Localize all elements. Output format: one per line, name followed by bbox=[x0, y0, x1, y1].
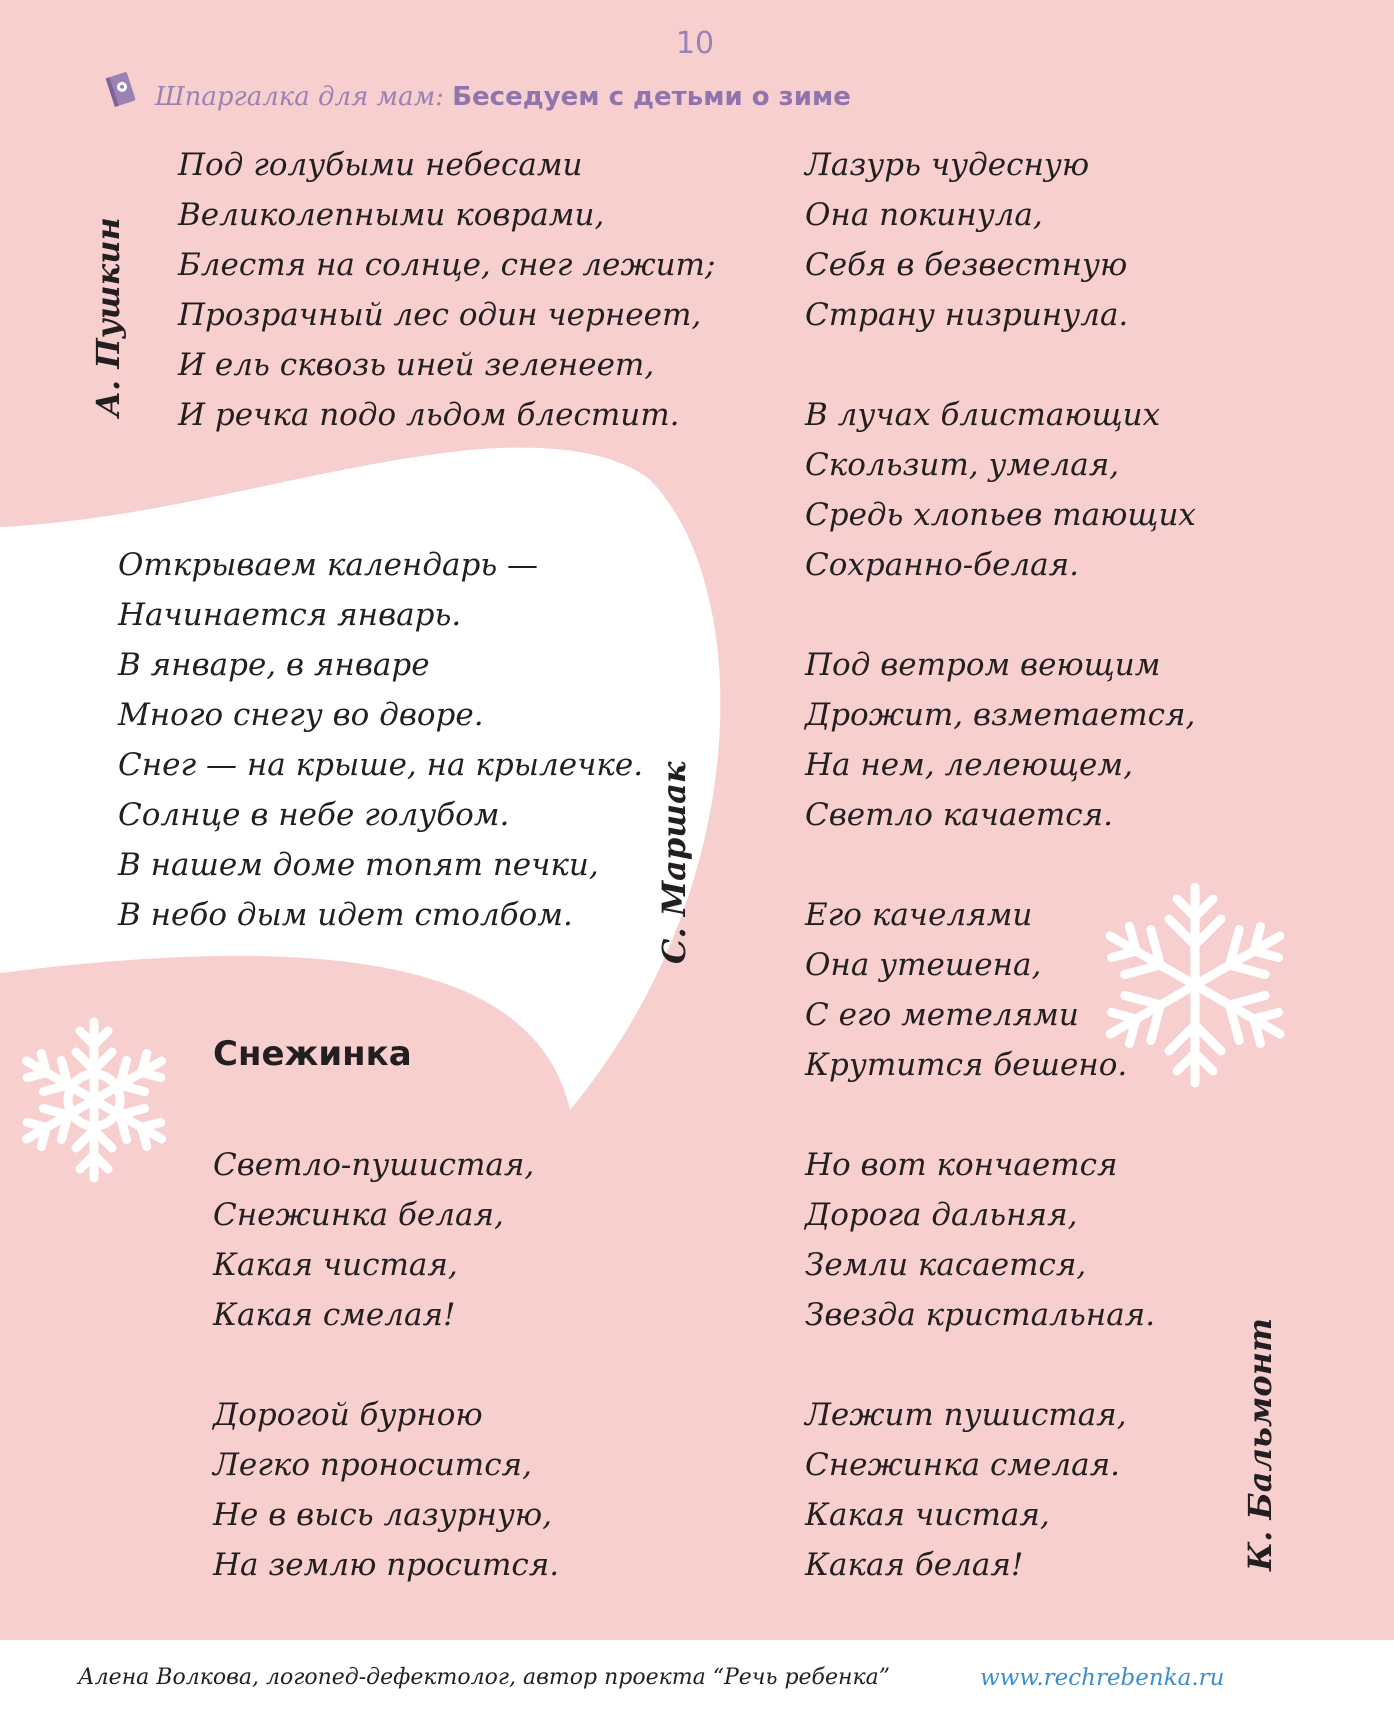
poem-line: Снежинка белая, bbox=[213, 1197, 504, 1233]
poem-line: Дорогой бурною bbox=[213, 1397, 483, 1433]
header bbox=[155, 82, 851, 112]
poem-line: Светло качается. bbox=[805, 797, 1114, 833]
poem-line: С его метелями bbox=[805, 997, 1079, 1033]
poem-line: Какая чистая, bbox=[213, 1247, 458, 1283]
poem-title: Снежинка bbox=[213, 1034, 412, 1074]
poem-line: Дрожит, взметается, bbox=[805, 697, 1196, 733]
poem-line: Открываем календарь — bbox=[118, 547, 539, 583]
poem-line: Солнце в небе голубом. bbox=[118, 797, 510, 833]
poem-line: Начинается январь. bbox=[118, 597, 462, 633]
poem-line: На нем, лелеющем, bbox=[805, 747, 1133, 783]
page-number: 10 bbox=[675, 26, 715, 61]
poem-line: Сохранно-белая. bbox=[805, 547, 1080, 583]
poem-line: И ель сквозь иней зеленеет, bbox=[178, 347, 655, 383]
author-marshak: С. Маршак bbox=[655, 761, 693, 964]
poem-line: Она утешена, bbox=[805, 947, 1042, 983]
poem-line: Скользит, умелая, bbox=[805, 447, 1120, 483]
poem-line: И речка подо льдом блестит. bbox=[178, 397, 680, 433]
poem-line: Прозрачный лес один чернеет, bbox=[178, 297, 702, 333]
poem-line: Лежит пушистая, bbox=[805, 1397, 1127, 1433]
poem-line: Она покинула, bbox=[805, 197, 1043, 233]
snowflake-icon bbox=[4, 1010, 184, 1190]
poem-line: Великолепными коврами, bbox=[178, 197, 605, 233]
poem-line: Дорога дальняя, bbox=[805, 1197, 1078, 1233]
poem-line: Какая смелая! bbox=[213, 1297, 456, 1333]
poem-line: Какая чистая, bbox=[805, 1497, 1050, 1533]
poem-line: В январе, в январе bbox=[118, 647, 430, 683]
pushkin-poem bbox=[178, 140, 715, 440]
author-balmont: К. Бальмонт bbox=[1241, 1318, 1279, 1571]
poem-line: Звезда кристальная. bbox=[805, 1297, 1156, 1333]
poem-line: Но вот кончается bbox=[805, 1147, 1118, 1183]
poem-line: Светло-пушистая, bbox=[213, 1147, 535, 1183]
poem-line: Много снегу во дворе. bbox=[118, 697, 484, 733]
poem-line: Крутится бешено. bbox=[805, 1047, 1128, 1083]
balmont-right-column bbox=[805, 140, 1196, 1590]
author-pushkin: А. Пушкин bbox=[89, 217, 127, 417]
poem-line: Земли касается, bbox=[805, 1247, 1087, 1283]
poem-line: Под голубыми небесами bbox=[178, 147, 583, 183]
poem-line: Блестя на солнце, снег лежит; bbox=[178, 247, 716, 283]
poem-line: В нашем доме топят печки, bbox=[118, 847, 599, 883]
footer-author: Алена Волкова, логопед-дефектолог, автор проекта “Речь ребенка” bbox=[78, 1665, 890, 1690]
poem-line: Какая белая! bbox=[805, 1547, 1024, 1583]
poem-line: Легко проносится, bbox=[213, 1447, 532, 1483]
poem-line: В небо дым идет столбом. bbox=[118, 897, 573, 933]
poem-line: Страну низринула. bbox=[805, 297, 1129, 333]
marshak-poem bbox=[118, 540, 643, 940]
balmont-left-column bbox=[213, 1140, 559, 1590]
poem-line: На землю просится. bbox=[213, 1547, 560, 1583]
poem-line: Не в высь лазурную, bbox=[213, 1497, 553, 1533]
snowflake-icon bbox=[1090, 880, 1300, 1090]
header-prefix: Шпаргалка для мам: bbox=[155, 82, 444, 112]
poem-line: Себя в безвестную bbox=[805, 247, 1128, 283]
poem-line: Под ветром веющим bbox=[805, 647, 1161, 683]
poem-line: Его качелями bbox=[805, 897, 1033, 933]
poem-line: В лучах блистающих bbox=[805, 397, 1161, 433]
poem-line: Средь хлопьев тающих bbox=[805, 497, 1196, 533]
poem-line: Лазурь чудесную bbox=[805, 147, 1090, 183]
header-title: Беседуем с детьми о зиме bbox=[452, 82, 851, 112]
book-icon bbox=[104, 70, 140, 110]
poem-line: Снег — на крыше, на крылечке. bbox=[118, 747, 644, 783]
poem-line: Снежинка смелая. bbox=[805, 1447, 1120, 1483]
footer-website-link[interactable]: www.rechrebenka.ru bbox=[980, 1665, 1225, 1691]
